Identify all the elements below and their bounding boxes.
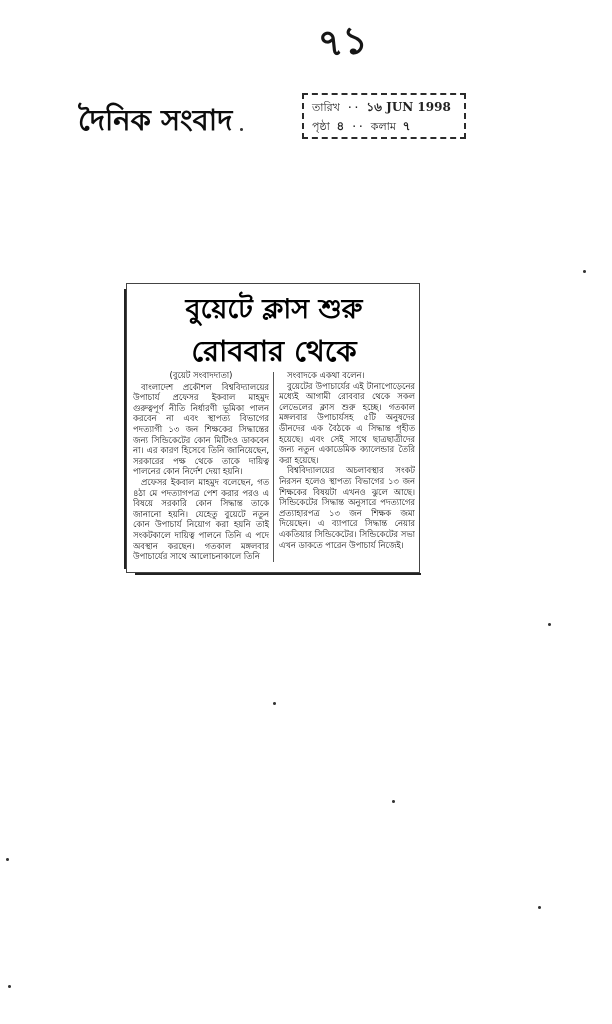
scan-speck [538, 906, 541, 909]
scan-speck [583, 270, 586, 273]
stamp-page-label: পৃষ্ঠা [312, 120, 330, 133]
scan-speck [273, 702, 276, 705]
headline-line-1: বুয়েটে ক্লাস শুরু [185, 294, 363, 325]
scan-speck [8, 985, 11, 988]
scan-speck [6, 858, 9, 861]
clipping-edge-bottom [135, 573, 421, 575]
article-credit: (বুয়েট সংবাদদাতা) [169, 370, 233, 380]
scan-speck [392, 800, 395, 803]
article-paragraph: বাংলাদেশ প্রকৌশল বিশ্ববিদ্যালয়ের উপাচার্য প্রফেসর ইকবাল মাহমুদ গুরুত্বপূর্ণ নীতি নির্ধারণী ভূমিকা পালন করবেন না এবং স্থাপত্য বিভাগের পদত্যাগী ১৩ জন শিক্ষকের সিদ্ধান্তের জন্য সিন্ডিকেটের কোন মিটিংও ডাকবেন না। এর কারণ হিসেবে তিনি জানিয়েছেন, সরকারের পক্ষ থেকে তাকে দায়িত্ব পালনের কোন নির্দেশ দেয়া হয়নি। [133, 381, 269, 477]
clipping-edge-left [124, 289, 126, 569]
article-paragraph: সংবাদকে একথা বলেন। [287, 370, 365, 380]
stamp-column-label: কলাম [370, 120, 396, 133]
article-column-left [133, 370, 269, 566]
article-body [133, 370, 415, 566]
stamp-page-row: পৃষ্ঠা ৪ ·· কলাম ৭ [312, 119, 411, 133]
article-paragraph: বিশ্ববিদ্যালয়ের অচলাবস্থার সংকট নিরসন হলেও স্থাপত্য বিভাগের ১৩ জন শিক্ষকের বিষয়টা এখনও ঝুলে আছে। সিন্ডিকেটের সিদ্ধান্ত অনুসারে পদত্যাগের প্রত্যাহারপত্র ১৩ জন শিক্ষক জমা দিয়েছেন। এ ব্যাপারে সিদ্ধান্ত নেয়ার একতিয়ার সিন্ডিকেটের। সিন্ডিকেটের সভা এখন ডাকতে পারেন উপাচার্য নিজেই। [279, 465, 415, 550]
news-clipping [126, 283, 420, 573]
handwritten-page-number: ৭১ [315, 16, 370, 67]
article-column-right [279, 370, 415, 566]
stamp-column-value: ৭ [402, 119, 411, 133]
article-paragraph: বুয়েটের উপাচার্যের এই টানাপোড়েনের মধ্যেই আগামী রোববার থেকে সকল লেভেলের ক্লাস শুরু হচ্ছে। গতকাল মঙ্গলবার উপাচার্যসহ ৫টি অনুষদের ডীনদের এক বৈঠকে এ সিদ্ধান্ত গৃহীত হয়েছে। এবং সেই সাথে ছাত্রছাত্রীদের জন্য নতুন একাডেমিক ক্যালেন্ডার তৈরি করা হয়েছে। [279, 380, 415, 465]
newspaper-masthead: দৈনিক সংবাদ [78, 103, 233, 137]
article-headline [135, 290, 413, 372]
date-stamp [302, 93, 466, 139]
stamp-date-label: তারিখ [312, 101, 340, 114]
stamp-date-value: ১৬ JUN 1998 [366, 100, 451, 114]
column-divider [273, 372, 274, 562]
stamp-date-row: তারিখ ·· ১৬ JUN 1998 [312, 100, 451, 114]
scan-speck [548, 623, 551, 626]
article-paragraph: প্রফেসর ইকবাল মাহমুদ বলেছেন, গত ৪ঠা মে পদত্যাগপত্র পেশ করার পরও এ বিষয়ে সরকারি কোন সিদ্ধান্ত তাকে জানানো হয়নি। যেহেতু বুয়েটে নতুন কোন উপাচার্য নিয়োগ করা হয়নি তাই সংকটকালে দায়িত্ব পালনে তিনি এ পদে অবস্থান করছেন। গতকাল মঙ্গলবার উপাচার্যের সাথে আলোচনাকালে তিনি [133, 476, 269, 562]
scan-speck [240, 128, 243, 131]
headline-line-2: রোববার থেকে [191, 334, 357, 368]
stamp-page-value: ৪ [336, 119, 345, 133]
